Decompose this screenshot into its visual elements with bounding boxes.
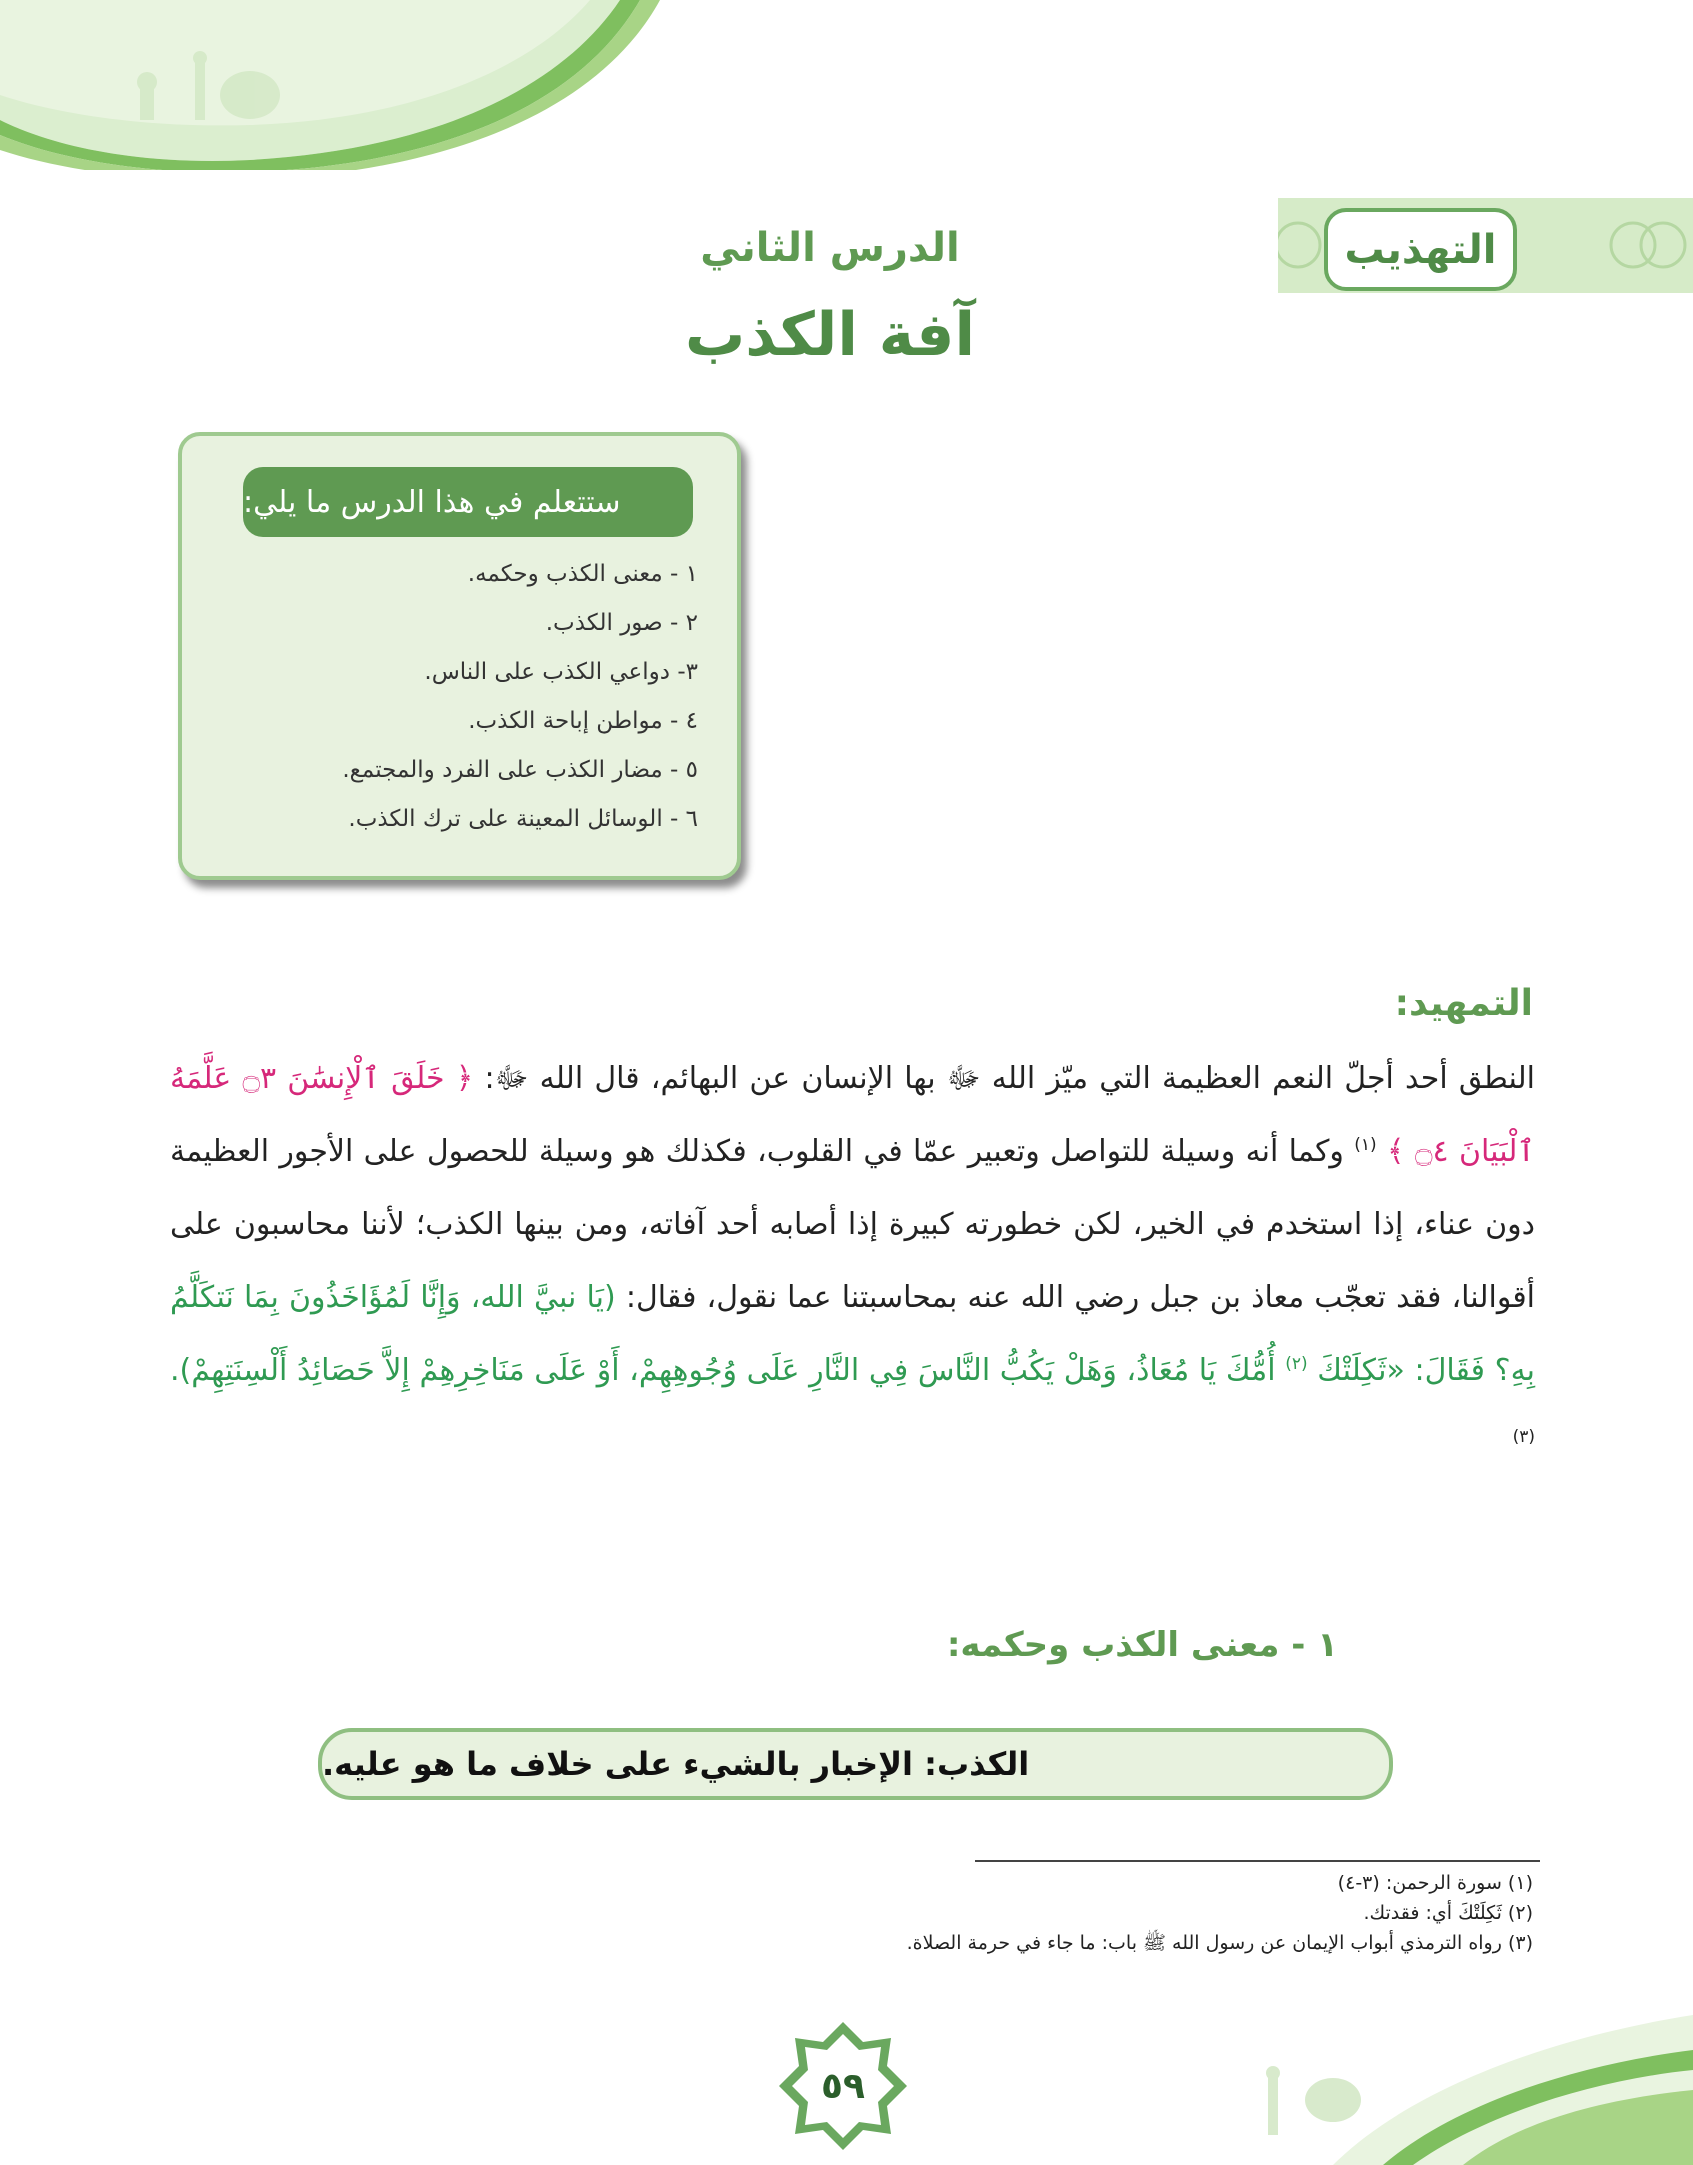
bottom-decoration xyxy=(1213,1995,1693,2165)
intro-paragraph xyxy=(170,1042,1535,1480)
top-decoration xyxy=(0,0,700,170)
objective-item: ٦ - الوسائل المعينة على ترك الكذب. xyxy=(348,806,698,832)
footnote-ref: (٣) xyxy=(1512,1427,1535,1447)
footnote-ref: (١) xyxy=(1354,1135,1377,1155)
objective-item: ١ - معنى الكذب وحكمه. xyxy=(467,561,698,587)
footnote: (١) سورة الرحمن: (٣-٤) xyxy=(1337,1872,1533,1894)
footnote-ref: (٢) xyxy=(1285,1354,1308,1374)
intro-heading: التمهيد: xyxy=(1394,983,1533,1024)
objectives-list xyxy=(238,550,698,844)
objective-item: ٣- دواعي الكذب على الناس. xyxy=(424,659,698,685)
section-heading: ١ - معنى الكذب وحكمه: xyxy=(946,1625,1338,1665)
lesson-title: آفة الكذب xyxy=(684,300,976,370)
definition-box: الكذب: الإخبار بالشيء على خلاف ما هو عليه. xyxy=(318,1728,1393,1800)
quran-verse: ﴿ خَلَقَ ٱلْإِنسَٰنَ ۝٣ عَلَّمَهُ ٱلْبَيَانَ ۝٤ ﴾ xyxy=(170,1061,1535,1169)
intro-text-part: النطق أحد أجلّ النعم العظيمة التي ميّز الله ﷻ بها الإنسان عن البهائم، قال الله ﷻ: xyxy=(473,1061,1536,1096)
page-number: ٥٩ xyxy=(821,2065,865,2107)
objective-item: ٥ - مضار الكذب على الفرد والمجتمع. xyxy=(342,757,698,783)
hadith-text: أُمُّكَ يَا مُعَاذُ، وَهَلْ يَكُبُّ النَّاسَ فِي النَّارِ عَلَى وُجُوهِهِمْ، أَوْ عَلَى مَنَاخِرِهِمْ إِلاَّ حَصَائِدُ أَلْسِنَتِهِمْ). xyxy=(170,1353,1276,1388)
footnote-divider xyxy=(975,1860,1540,1862)
hadith-text: (يَا نبيَّ الله، وَإِنَّا لَمُؤَاخَذُونَ بِمَا نَتكَلَّمُ بِهِ؟ فَقَالَ: «ثَكِلَتْكَ xyxy=(170,1280,1536,1388)
intro-text-part: وكما أنه وسيلة للتواصل وتعبير عمّا في القلوب، فكذلك هو وسيلة للحصول على الأجور العظيمة دون عناء، إذا استخدم في الخير، لكن خطورته كبيرة إذا أصابه أحد آفاته، ومن بينها الكذب؛ لأننا محاسبون على أقوالنا، فقد تعجّب معاذ بن جبل رضي الله عنه بمحاسبتنا عما نقول، فقال: xyxy=(170,1134,1535,1315)
footnotes xyxy=(633,1868,1533,1958)
objective-item: ٢ - صور الكذب. xyxy=(545,610,698,636)
footnote: (٣) رواه الترمذي أبواب الإيمان عن رسول الله ﷺ باب: ما جاء في حرمة الصلاة. xyxy=(906,1932,1533,1954)
subject-badge: التهذيب xyxy=(1324,208,1517,291)
lesson-number: الدرس الثاني xyxy=(700,225,960,271)
objectives-header: ستتعلم في هذا الدرس ما يلي: xyxy=(243,467,693,537)
footnote: (٢) ثَكِلَتْكَ أي: فقدتك. xyxy=(1363,1902,1533,1924)
objective-item: ٤ - مواطن إباحة الكذب. xyxy=(468,708,698,734)
